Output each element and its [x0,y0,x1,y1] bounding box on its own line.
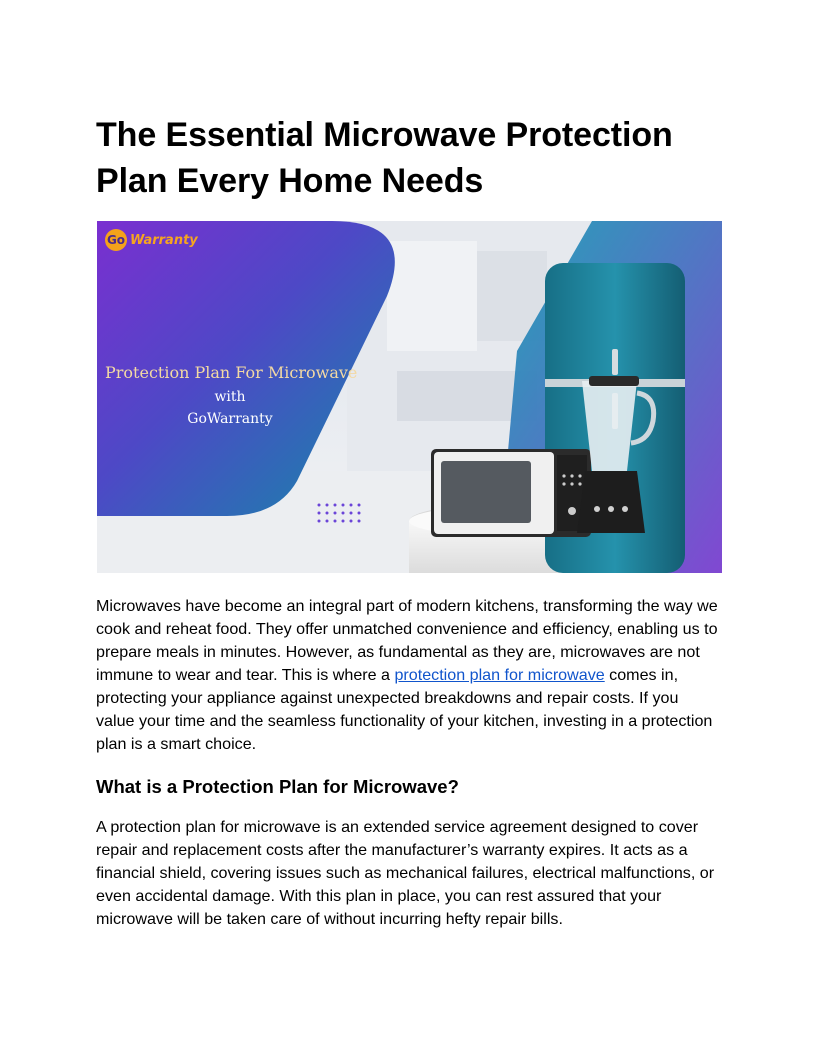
intro-text-after-link: comes in, protecting your appliance against unexpected breakdowns and repair costs. If you value your time and the seamless functionality of your kitchen, investing in a protection plan is a smart choice. [96,666,713,753]
protection-plan-link[interactable]: protection plan for microwave [394,666,605,684]
banner-headline: Protection Plan For Microwave [105,363,358,382]
gowarranty-logo-icon: Go [105,229,127,251]
brand-name: Warranty [130,232,198,248]
banner-company-name: GoWarranty [187,411,273,427]
section-paragraph: A protection plan for microwave is an extended service agreement designed to cover repair and replacement costs after the manufacturer’s warranty expires. It acts as a financial shield, covering issues such as mechanical failures, electrical malfunctions, or even accidental damage. With this plan in place, you can rest assured that your microwave will be taken care of without incurring hefty repair bills. [96,818,715,928]
banner-with-text: with [214,389,246,405]
article-title: The Essential Microwave Protection Plan Every Home Needs [96,116,673,200]
intro-paragraph [96,595,721,756]
brand-logo [105,229,198,251]
section-heading: What is a Protection Plan for Microwave? [96,776,459,797]
intro-text-before-link: Microwaves have become an integral part of modern kitchens, transforming the way we cook and reheat food. They offer unmatched convenience and efficiency, enabling us to prepare meals in minutes. However, as fundamental as they are, microwaves are not immune to wear and tear. This is where a [96,597,718,684]
hero-banner-image [97,221,722,573]
